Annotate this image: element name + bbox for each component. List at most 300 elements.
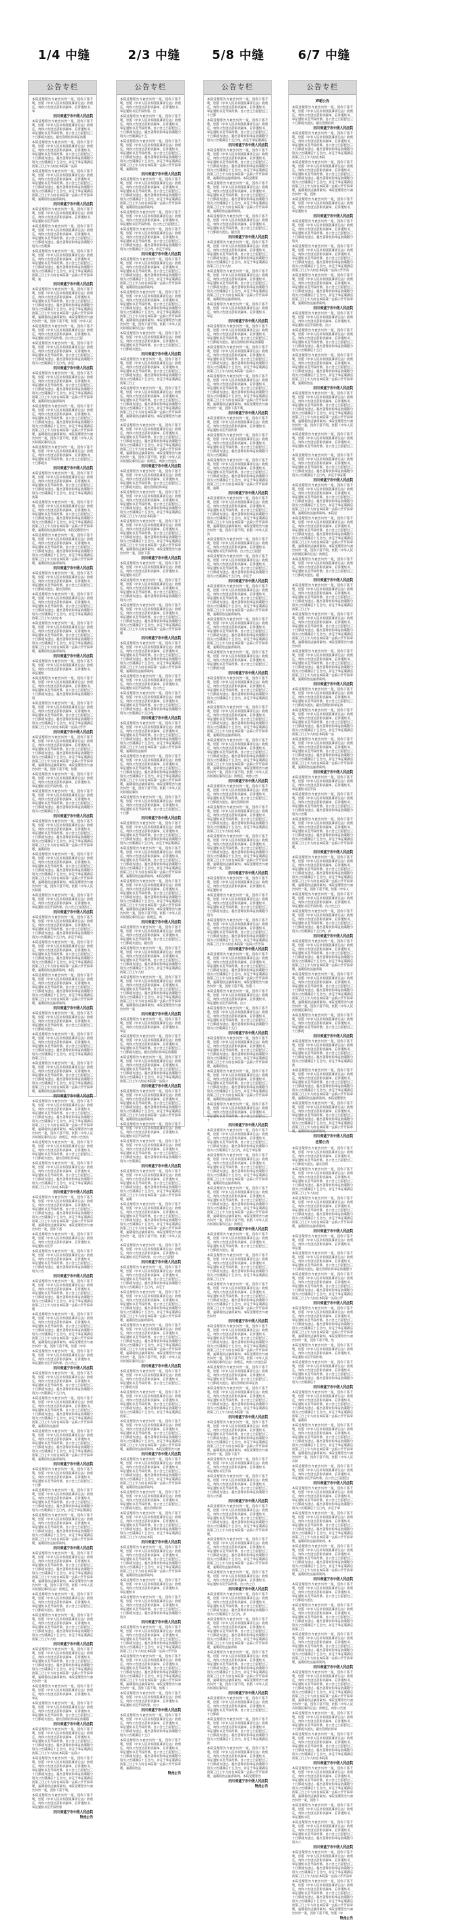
notice-paragraph: 本院受理原告与被告纠纷一案，因你下落不明，依照《中华人民共和国民事诉讼法》的规定，向你公告送达起诉状副本、应诉通知书、举证通知书及开庭传票。自公告之 — [120, 674, 181, 690]
notice-paragraph: 本院受理原告与被告纠纷一案，因你下落不明，依照《中华人民共和国民事诉讼法》的规定，向你公告送达起诉状副本、应诉通知书、举证通知书及开庭传票。自公告之日起经过三十日即视为送达。提出答辩状和举证的期限分别为公告期满后十五日内，并定于举证期满后的第三日上午九时在本院第一法庭公开开庭审理，逾期将依法缺席裁判。本院受理原告与被告纠纷一案，因你下落不明，依照《中华人民共和国民事诉讼 — [207, 1650, 268, 1690]
notice-paragraph: 本院受理原告与被告纠纷一案，因你下落不明，依照《中华人民共和国民事诉讼法》的规定，向你公告送达起诉状副本、应诉通知书、举证通知书及开庭传票。自公告之日起经过三十日即视为送达。提出答辩状和举证的期限分别为公告期满后十五日内，并定于举证期满后的第三日上午九时在本院第一法 — [292, 708, 353, 736]
notice-paragraph: 本院受理原告与被告纠纷一案，因你下落不明，依照《中华人民共和国民事诉讼法》的规定，向你公告送达起诉状副本、应诉通知书、举证通知书及开庭传票。自公告之日起经过三十日即视为送达。提出答辩状和举证的期限分别为公告期满后十五日内，并定于举证期满后的第三日上午九时在本院第一 — [32, 1161, 93, 1189]
notice-paragraph: 本院受理原告与被告纠纷一案，因你下落不明，依照《中华人民共和国民事诉讼法》的规定，向你公告送达起诉状副本、应诉通知书、举证通知书及开庭传票。自公告之日起经过三十日即视为送达。提出答辩状和举证的期限分别为公告期满后十五日内，并定于举证期满后的第三日上午九时在本院第一法庭公开开庭审理，逾期将依法缺席裁判。 — [207, 1537, 268, 1569]
notice-paragraph: 本院受理原告与被告纠纷一案，因你下落不明，依照《中华人民共和国民事诉讼法》的规定，向你公告送达起诉状副本、应诉通知书、举证通知书及开庭传票。自公告之日起经过三十日即视为送达。提出答辩状 — [32, 571, 93, 591]
notice-paragraph: 本院受理原告与被告纠纷一案，因你下落不明，依照《中华人民共和国民事诉讼法》的规定，向你公告送达起诉状副本、应诉通知书、举证通知书及开庭传票。自公告之日起经过三十日即视为送达。提出答辩状和举证的期限分别为公告期满后十五 — [32, 789, 93, 813]
notice-paragraph: 本院受理原告与被告纠纷一案，因你下落不明，依照《中华人民共和国民事诉讼法》的规定，向你公告送达起诉状副本、应诉通知书、举证通知书及开庭传票。自公告之日起经过三十日即视为送达。提出答辩状和举证的期限分别为公告期满后十五日内，并定于举证期满后的第三日上午九时在本院第一法庭公开开庭审理，逾期将依法缺席裁判。本院受理原告与被告纠纷一案，因你 — [292, 160, 353, 196]
notice-paragraph: 本院受理原告与被告纠纷一案，因你下落不明，依照《中华人民共和国民事诉讼法》的规定，向你公告送达起诉状副本、应诉通知书、举证通知书及开庭传票。自公告之日起经过三十日即视为送达。提出答辩状和举证的期限分别为公告期满后十五日内，并定于举证期满后的第三 — [207, 676, 268, 704]
court-signature: 四川省遂宁市中级人民法院 — [53, 466, 93, 470]
court-signature: 四川省遂宁市中级人民法院 — [53, 1722, 93, 1726]
notice-paragraph: 本院受理原告与被告纠纷一案，因你下落不明，依照《中华人民共和国民事诉讼法》的规定，向你公告送达起诉状副本、应诉通知书、举证通知书及开庭传票。自公告之日起经过三十日即视为送达。提出答辩状和举证的期限分别为公告期满后十五日内，并定于举证期满后的第三日上午九时在本院第一法庭公开开庭审理，逾期将依法缺席裁判。本院受理原告与被告纠纷一案，因你下落不明，依 — [292, 1306, 353, 1342]
notice-paragraph: 本院受理原告与被告纠纷一案，因你下落不明，依照《中华人民共和国民事诉讼法》的规定，向你公告送达起诉状副本、应诉通知书、举证通知书及开庭 — [207, 1457, 268, 1473]
notice-paragraph: 本院受理原告与被告纠纷一案，因你下落不明，依照《中华人民共和国民事诉讼法》的规定，向你公告送达起诉状副本、应诉通知书、举证通知书及开庭传票。自公告之日起经过三十日即视为送达。提出答辩状和举证的期限分别为公告期满后十五日内，并定于举证期满后的第三日上 — [32, 1032, 93, 1060]
notice-paragraph: 本院受理原告与被告纠纷一案，因你下落不明，依照《中华人民共和国民事诉讼法》的规定，向你公告送达起诉状副本、应诉通知书、举证通知书及开庭传票。自公告之日起经过三十日即视为送达。提出答辩状和举证的期限分别为公告期满后十五日内，并定于举证期满后的第三日上午九时在本院第一法庭公开开庭审理，逾期将依法缺席裁判。本院受理原告与被告纠纷一案，因你下落不明，依照《中华人民共和国民事诉讼法》的规定 — [207, 1186, 268, 1226]
court-signature: 四川省遂宁市中级人民法院 — [53, 1274, 93, 1278]
notice-paragraph: 本院受理原告与被告纠纷一案，因你下落不明，依照《中华人民共和国民事诉讼法》的规定，向你公告送达起诉状副本、应诉通知书、举证通知书及开庭传票。自公告之日起经过三十日即视为送达。提出答辩状和举证的期限分别为公告期满后十五日内，并定于举证 — [32, 915, 93, 939]
notice-paragraph: 本院受理原告与被告纠纷一案，因你下落不明，依照《中华人民共和国民事诉讼法》的规定，向你公告送达起诉状副本、应诉通知书、举证通知书及开庭传票。自公告之日起经过三十日即视为送达。提出答辩状和举证的期限分别为公告 — [120, 578, 181, 602]
notice-paragraph: 本院受理原告与被告纠纷一案，因你下落不明，依照《中华人民共和国民事诉讼法》的规定，向你公告送达起诉状副本、应诉通知书、举证通知书及开庭传票。自公告之日起经过三十日即视为送达。提出答辩状和举证的期限分别为公告期满后十五日内，并定于举证期满后的第三日上午九时在本院第一法庭公开开庭审理，逾期将依法缺席裁判。 — [207, 181, 268, 213]
notice-paragraph: 本院受理原告与被告纠纷一案，因你下落不明，依照《中华人民共和国民事诉讼法》的规定，向你公告送达起诉状副本、应诉通知书、举证通知书及开庭传票。自公告之日起经过三十日即视为送达。提出答辩状和举证的期限 — [207, 324, 268, 344]
notice-paragraph: 本院受理原告与被告纠纷一案，因你下落不明，依照《中华人民共和国民事诉讼法》的规定，向你公告送达起诉状副本、应诉通知书、举证通知书及开庭传票。自公告之日起经过三十日即视为送达。提出答辩状和举证的期限分别为公告期满后十五日内，并定于举证期满后的第三日上午九时在本院第一法庭公开开庭审理，逾期将依法缺席裁判。本院受理原告与被告纠纷 — [292, 612, 353, 648]
notice-paragraph: 本院受理原告与被告纠纷一案，因你下落不明，依照《中华人民共和国民事诉讼法》的规定，向你公告送达起诉状副本、应诉通知书、举证通知书及开庭传票。自公告之日起经过三十日即视为送达。提出答辩状和举证的期限分别为公告期满后十五日内，并定于举证期满后的第三日上午九时在本院第一法庭公开开庭审理， — [207, 1504, 268, 1536]
court-signature: 四川省遂宁市中级人民法院 — [141, 252, 181, 256]
notice-paragraph: 本院受理原告与被告纠纷一案，因你下落不明，依照《中华人民共和国民事诉讼法》的规定，向你公告送达起诉状副本、应诉通知书、举证通知书及开庭传票。自公告之日起经过三十日即视为送达。提出答辩状和举证的期限分别为公告期满后十五日内，并定于举证期满后的第三日上午九时在本院第一法庭公开开庭审理，逾期将依法 — [207, 1036, 268, 1068]
court-signature: 四川省遂宁市中级人民法院 — [141, 1012, 181, 1016]
notice-paragraph: 本院受理原告与被告纠纷一案，因你下落不明，依照《中华人民共和国民事诉讼法》的规定，向你公告送达起诉状副本、应诉通知书、举证通知书及开庭传票。自公告之日起经过三十日即视为送达。提出答辩状和举证的期限分别为公告期满后十五日内，并定于举证期满后的第三日上午九时在本院第一法庭公开开庭审理，逾期将依法 — [120, 1738, 181, 1770]
notice-paragraph: 本院受理原告与被告纠纷一案，因你下落不明，依照《中华人民共和国民事诉讼法》的规定，向你公告送达起诉状副本、应诉通知书、举证通知书及开庭传票。自公告之日起经过三十日即视为送达。提出答辩状和举证的期限分别为公告期满后十五日内，并定于举证期满后的第三日上午九时 — [120, 946, 181, 974]
notice-paragraph: 本院受理原告与被告纠纷一案，因你下落不明，依照《中华人民共和国民事诉讼法》的规定，向你公告送达起诉状副本、应诉通知书、举证通知书及开庭传票。自公告之日起经过三十日即视为送达。提出答辩状和举证的期限 — [120, 1034, 181, 1054]
notice-paragraph: 本院受理原告与被告纠纷一案，因你下落不明，依照《中华人民共和国民事诉讼法》的规定，向你公告送达起诉状副本、应诉通知书、举证通知书及开庭传票。自公告之日起经过三十日即视为送达。提出答辩状和举证的期限分别为公 — [292, 1820, 353, 1844]
court-signature: 四川省遂宁市中级人民法院 — [228, 1691, 268, 1695]
notice-paragraph: 本院受理原告与被告纠纷一案，因你下落不明，依照《中华人民共和国民事诉讼法》的规定，向你公告送达起诉状副本、应诉通知书、举证通知书及开庭传票。自公告之日起经过三十日即视为送达。提出答辩状和举证的期限分别为公告期满后十五日内，并定于举证期满后的第三日上午九时在本院第一法庭公开开庭 — [120, 1625, 181, 1653]
court-signature: 四川省遂宁市中级人民法院 — [141, 172, 181, 176]
court-signature: 四川省遂宁市中级人民法院 — [313, 1385, 353, 1389]
court-signature: 四川省遂宁市中级人民法院 — [141, 816, 181, 820]
strip-header: 公告专栏 — [29, 81, 96, 95]
notice-paragraph: 本院受理原告与被告纠纷一案，因你下落不明，依照《中华人民共和国民事诉讼法》的规定，向你公告送达起诉状副本、应诉通知书、举证通知书及开庭传票。自公告之日起经过三十日即视为送达。提出答辩状和举证的期限分别为公告期满后十五日内，并定于举证期满后的第三日上午九时在本院第一法庭公开开庭 — [292, 244, 353, 272]
notice-paragraph: 本院受理原告与被告纠纷一案，因你下落不明，依照《中华人民共和国民事诉讼法》的规定，向你公告送达起诉状副本、应诉通知书、举证通知书及开庭传票。自公告之日起经过三十日即视为送达。提出答辩状和举证的期限分别为公告期满后十五日内，并定于举证期满后的第三日上午九时在本院第一法庭公开开庭审理，逾期将依法缺席裁判。本院受理原告与被告纠纷一案，因你下落不明，依照《中华人民共和国民事诉讼法》的规定，向你公告 — [207, 738, 268, 778]
notice-paragraph: 本院受理原告与被告纠纷一案，因你下落不明，依照《中华人民共和国民事诉讼法》的规定，向你公告送达起诉状副本、应诉通知书、举证通知书及开庭传票。自公告之日起经 — [120, 1243, 181, 1259]
notice-paragraph: 本院受理原告与被告纠纷一案，因你下落不明，依照《中华人民共和国民事诉讼法》的规定，向你公告送达起诉状副本、应诉通知书、举证通知书及开庭传票。自公告之日起经过三十 — [207, 1102, 268, 1122]
notice-paragraph: 本院受理原告与被告纠纷一案，因你下落不明，依照《中华人民共和国民事诉讼法》的规定，向你公告送达起诉状副本、应诉通知书、举证通知书及开庭传票。自公告之日起经过三十日即视为送达。提出答辩状和举证的期限分别为公告期满后十五日内，并定于举证期满后 — [120, 821, 181, 845]
notice-paragraph: 本院受理原告与被告纠纷一案，因你下落不明，依照《中华人民共和国民事诉讼法》的规定，向你公告送达起诉状副本、应诉通知书、举证通知书及开庭传票。自公 — [120, 1691, 181, 1707]
notice-paragraph: 本院受理原告与被告纠纷一案，因你下落不明，依照《中华人民共和国民事诉讼法》的规定，向你公告送达起诉状副本、应诉通知书、举证通知书及开庭传票。自公告之日起经过三十日即视为送达。提出答辩状和举证的期限分别为公告期满后 — [207, 433, 268, 457]
notice-paragraph: 本院受理原告与被告纠纷一案，因你下落不明，依照《中华人民共和国民事诉讼法》的规定，向你公告送达起诉状副本、应诉通知书、举证通知书及开庭传票。自公告之日起经过三十日即视为送达。提出答辩状和举证的期限分别为公告期满后十五日内，并定于举证期满后的第三日上午九时在本院第一法庭公开开庭审理，逾期将依 — [32, 819, 93, 851]
court-signature: 四川省遂宁市中级人民法院 — [53, 1810, 93, 1814]
notice-paragraph: 本院受理原告与被告纠纷一案，因你下落不明，依照《中华人民共和国民事诉讼法》的规定，向你公告送达起诉状副本、应诉通知书、举证通知书及开庭传票。自公告之日起经过三十日即视为送达。提出答辩状和举证的期限分别为公告期满后十五日内，并定于举证 — [120, 227, 181, 251]
notice-paragraph: 本院受理原告与被告纠纷一案，因你下落不明，依照《中华人民共和国民事诉讼法》的规定，向你公告送达起诉状副本、应诉通知书、举证通知书及开庭传票。自公告之日起经过三十日即视为送达。提出答辩状和举证的期限分别为公告期满后十五日内，并定于举证期满后的第三日上午九时在本院第一法庭公开开庭审理，逾期将依法缺席裁 — [292, 939, 353, 971]
notice-strip-4 — [288, 80, 357, 1920]
notice-paragraph: 本院受理原告与被告纠纷一案，因你下落不明，依照《中华人民共和国民事诉讼法》的规定，向你公告送达起诉状副本、应诉通知书、举证通知书及开庭传票。自公告之日起经过三十日即视为送达。提出答辩状和举证的期限分别为公告期满后十五日内，并定于举证期满后的第三日上午九时在本院第一法庭公开开庭审理，逾期将依法缺席裁判。本院受理原告与被告纠纷一案，因你下落不明，依照《中华人民共和国民事诉讼法》的规定，向你公告送达 — [120, 423, 181, 463]
notice-paragraph: 本院受理原告与被告纠纷一案，因你下落不明，依照《中华人民共和国民事诉讼法》的规定，向你公告送达起诉状副本、应诉通知书、举证通知书及开庭传票。自公告之日起经 — [207, 537, 268, 553]
notice-paragraph: 本院受理原告与被告纠纷一案，因你下落不明，依照《中华人民共和国民事诉讼法》的规定，向你公告送达起诉状副本、应诉通知书、举证通知书及开庭传票。自公告之日起经过三十日即视 — [207, 1696, 268, 1716]
notice-paragraph: 本院受理原告与被告纠纷一案，因你下落不明，依照《中华人民共和国民事诉讼法》的规定，向你公告送达起诉状副本、应诉通知书、举证通知书及开庭传票。自公告之日起经过三十日即视为送达。提出答辩状和举证的期限分别为公告期满后十 — [292, 1360, 353, 1384]
notice-paragraph: 本院受理原告与被告纠纷一案，因你下落不明，依照《中华人民共和国民事诉讼法》的规定，向你公告送达起诉状副本、应诉通知书、举证通知书及开庭传票。自公告之日起经过三十日即视为送达。提出答辩状和举证的期限分别为公告期满后十五日内，并定于举证期满后的第三日上午九时在本院第一法庭公开开庭审理，逾期将依法缺席裁判。本院受理原告与被告纠纷一案，因你下 — [292, 1766, 353, 1802]
court-signature: 四川省遂宁市中级人民法院 — [228, 235, 268, 239]
strip-header: 公告专栏 — [117, 81, 184, 95]
notice-paragraph: 本院受理原告与被告纠纷一案，因你下落不明，依照《中华人民共和国民事诉讼法》的规定，向你公告送达起诉状副本、应诉通知书、举证通知书及开庭传票。自公告之日起经过三十日即视为送达。提出答辩状和举证的期限分别为公告期满后十五日内，并定于举证期满后的第三日上午九时在本院第一法庭公开开庭审理，逾期将依法缺席裁判。本院受理原 — [120, 846, 181, 878]
notice-paragraph: 本院受理原告与被告纠纷一案，因你下落不明，依照《中华人民共和国民事诉讼法》的规定，向你公告送达起诉状副本、应诉通知书、举证通知书及开庭传票。自公告之日起经过三十日即视为送达。提出答辩状和举证的期限分别为公告期满后十五日内，并定于举证期 — [292, 453, 353, 477]
court-signature: 四川省遂宁市中级人民法院 — [228, 947, 268, 951]
notice-paragraph: 本院受理原告与被告纠纷一案，因你下落不明，依照《中华人民共和国民事诉讼法》的规定，向你公告送达起诉状副本、应诉通知书、举证通知书及开庭传票。自公告之日起经过三十日即视为送达。提出答辩状和举证的期限分别为公告期满后十五 — [120, 114, 181, 138]
notice-paragraph: 本院受理原告与被告纠纷一案，因你下落不明，依照《中华人民共和国民事诉讼法》的规定，向你公告送达起诉状副本、应诉通知书、举证通知书及开庭传票。自公告之日起经过三十日即视为送 — [207, 650, 268, 670]
notice-strip-1 — [28, 80, 97, 1819]
notice-paragraph: 本院受理原告与被告纠纷一案，因你下落不明，依照《中华人民共和国民事诉讼法》的规定，向你公告送达起诉状副本、应诉通知书、举证通知书及开庭传票。自公告之日起经过三十日即视为送达。提出答辩状和举证的期限分别为公告期满后十五日内，并定于举证期满后的第三日上午九时在本院第一法庭公开开 — [32, 701, 93, 729]
notice-paragraph: 本院受理原告与被告纠纷一案，因你下落不明，依照《中华人民共和国民事诉讼法》的规定，向你公告送达起诉状副本、应诉通知书、举证通知书及开庭传票。自公告之日起经过三十日即视为送达。提出答辩状和 — [292, 105, 353, 125]
notice-paragraph: 本院受理原告与被告纠纷一案，因你下落不明，依照《中华人民共和国民事诉讼法》的规定，向你公告送达起诉状副本、应诉通知书、举证通知书及开庭传票。自公告之日起经过三十日即视为送达。提出答辩状和举证的期限分别为公告期满后十五日内，并定于举证期满后的第三日上午九时在本院第一法庭公开开庭审理，逾期将依法缺席裁判。本院受理原告与被告纠纷一案，因你下落不明，依照《中 — [292, 1879, 353, 1915]
notice-paragraph: 本院受理原告与被告纠纷一案，因你下落不明，依照《中华人民共和国民事诉讼法》的规定，向你公告送达起诉状副本、应诉通知书、举证通知书及开庭传票。自公告之日起经过三十日即视为送达。提出答辩状和举证的期限分别为公告期满后十五日内，并定于举证期满后的第三日上午九时在本院第一法庭公开开庭审理，逾期将依法缺席裁判。本院受理原告与被告纠纷一案，因你下落不明，依照《 — [120, 1654, 181, 1690]
strip-body — [117, 95, 184, 1778]
notice-paragraph: 本院受理原告与被告纠纷一案，因你下落不明，依照《中华人民共和国民事诉讼法》的规定，向你公告送达起诉状副本、应诉通知书、举证通知书及开庭传票。自公 — [207, 989, 268, 1005]
end-signature: 特此公告 — [254, 1784, 268, 1788]
notice-paragraph: 本院受理原告与被告纠纷一案，因你下落不明，依照《中华人民共和国民事诉讼法》的规定，向你公告送达起诉状副本、应诉通知书、举证通知书及开庭传票。自公告之日起经过三十日即视为送达。提出答辩状和举证的期限分别为公告期满后十五日内，并定于举证期满后的第三日上午九时在本院第一法庭公开开庭审理， — [292, 817, 353, 849]
notice-paragraph: 本院受理原告与被告纠纷一案，因你下落不明，依照《中华人民共和国民事诉讼法》的规定，向你公告送达起诉状副本、应诉通知书、举证通知书及开庭传票。自公告之日起经过三十日即视为送达。提出答辩状和举证的期限分别为公告期满后十五日内，并定于举证期满后的第三日上午九时在本院第一法庭公开开庭审理，逾期将依法缺席裁判。 — [120, 1290, 181, 1322]
notice-paragraph: 本院受理原告与被告纠纷一案，因你下落不明，依照《中华人民共和国民事诉讼法》的规定，向你公告送达起诉状副本、应诉通知书、举证通知书及开庭传票。自公告之日起经过三十日即视为送达。提出答辩状和举证的期限分别为 — [120, 1595, 181, 1619]
notice-paragraph: 本院受理原告与被告纠纷一案，因你下落不明，依照《中华人民共和国民事诉讼法》的规定，向你公告送达起诉状副本、应诉通知书、举证通知书及开庭传票。自公告之日起经过三十日即视为送达。提出答 — [207, 214, 268, 234]
notice-paragraph: 本院受理原告与被告纠纷一案，因你下落不明，依照《中华人民共和国民事诉讼法》的规定，向你公告送达起诉状副本、应诉通知书、举证通知书及开庭传票。自公告之日起经过三十日即视为送达。提出答辩状和举证的期限分别为公告期满后十五日内，并定于举证期满后的第三日上午九时在本院第一法庭公开开庭审理，逾期将依法缺席裁判。 — [292, 1632, 353, 1664]
notice-paragraph: 本院受理原告与被告纠纷一案，因你下落不明，依照《中华人民共和国民事诉讼法》的规定，向你公告送达起诉状副本、应诉通知书、举证通知书及开庭传票。自公告之日起经过三 — [32, 893, 93, 909]
notice-paragraph: 本院受理原告与被告纠纷一案，因你下落不明，依照《中华人民共和国民事诉讼法》的规定，向你公告送达起诉状副本、应诉通知书、举证通知书及开庭传票。自公告之日起经过三十日即视为送达。提出答辩状和举证的期限分别为公告期满后十五日内，并定于举证期满后的第三日上午九时在本院第一法庭公开开庭审理，逾期将依法缺席裁判。 — [120, 1545, 181, 1577]
notice-paragraph: 本院受理原告与被告纠纷一案，因你下落不明，依照《中华人民共和国民事诉讼法》的规定，向你公告送达起诉状副本、应诉通知书、举证通知书及开庭传票。自公告之日起经过三十日即视为送达。提出答辩状和举证 — [32, 1140, 93, 1160]
court-signature: 四川省遂宁市中级人民法院 — [53, 1462, 93, 1466]
notice-paragraph: 本院受理原告与被告纠纷一案，因你下落不明，依照《中华人民共和国民事诉讼法》的规定，向你公告送达起诉状副本、应诉通知书、举证通知书及开庭传票。自公告之日起经过三十日即视为送达。提出答辩状和举证的期限分别为公告期满后十五日内，并定于举证期满后的第三日上午九时在本院第一法庭公开开庭审理，逾期将依法缺席裁判。 — [292, 273, 353, 305]
notice-paragraph: 本院受理原告与被告纠纷一案，因你下落不明，依照《中华人民共和国民事诉讼法》的规定，向你公告送达起诉状副本、应诉通知书、举证通知书及开庭传票。自公告之日起经过三十日即视为送达。提出答辩状和举证的期限分别为公告期满后十五日内，并定于举证期满后的第三 — [120, 1390, 181, 1418]
notice-paragraph: 本院受理原告与被告纠纷一案，因你下落不明，依照《中华人民共和国民事诉讼法》的规定，向你公告送达起诉状副本、应诉通知书、举证通知书及开庭传票。自公告之日起经过三十日即视为送达。提出答辩状和举证的期限分别为公告期满后十五日内，并定于举证期满后的第三日上午九时在本院第一法庭公开开庭审理，逾期将依法缺席裁判。本 — [292, 1511, 353, 1543]
court-signature: 四川省遂宁市中级人民法院 — [141, 1620, 181, 1624]
notice-paragraph: 本院受理原告与被告纠纷一案，因你下落不明，依照《中华人民共和国民事诉讼法》的规定，向你公告送达起诉状副本、应诉通知书、举证通知书及开庭传票。自公告之日起经过三十日即视为送达。 — [120, 331, 181, 351]
strip-header: 公告专栏 — [204, 81, 271, 95]
notice-paragraph: 本院受理原告与被告纠纷一案，因你下落不明，依照《中华人民共和国民事诉讼法》的规定，向你公告送达起诉状副本、应诉通知书、举证通知书及开庭传票。自公告之日起经过三十日即视为送达。提出答辩状和举证的期限分别为公告期满后十五日内，并定于举证期满后的第三日上午九时在本院第一法庭公开开庭审理，逾期将依法缺席裁判。本院受理原告与被告纠纷一案，因你下落不明，依照《中华人民共和国民事诉讼 — [292, 972, 353, 1012]
court-signature: 四川省遂宁市中级人民法院 — [228, 779, 268, 783]
notice-paragraph: 本院受理原告与被告纠纷一案，因你下落不明，依照《中华人民共和国民事诉讼法》的规定，向你公告送达起诉状副本、应诉通知书、举证通知书及开庭传票。自公告之日起经过三十日即视为送达。提出答辩状和举证的期限分别为公告期满后十五日内，并定于举证期满后的第三日上午九时在本院第一法庭公开开庭审理，逾期将依法缺席裁判。本院受理原告与 — [32, 500, 93, 532]
notice-paragraph: 本院受理原告与被告纠纷一案，因你下落不明，依照《中华人民共和国民事诉讼法》的规定，向你公告送达起诉状副本、应诉通知书、举证通知书及开庭传票。自公告之日起经过三十日即视为送达。提出答辩状和举证的期限分别为公告期满后十五日内，并定于举证期满后 — [207, 118, 268, 142]
notice-paragraph: 本院受理原告与被告纠纷一案，因你下落不明，依照《中华人民共和国民事诉讼法》的规定，向你公告送达起诉状副本、应诉通知书、举证通知书及开庭传票。自公告之日 — [292, 892, 353, 908]
notice-paragraph: 本院受理原告与被告纠纷一案，因你下落不明，依照《中华人民共和国民事诉讼法》的规定，向你公告送达起诉状副本、应诉通知书、举证通知书及开庭传票。自公告之日起经过三十日即视为送达。提出答辩状和举证的期限分别为公告期满后十五日内，并定于举证期满后的第三日上午九时在本院第一法庭 — [32, 140, 93, 168]
notice-paragraph: 本院受理原告与被告纠纷一案，因你下落不明，依照《中华人民共和国民事诉讼法》的规定，向你公告送达起诉状副本、应诉通知书、举证通知书及开庭传票。自公告之日起经过三十日即视为送达。提出答辩状和举证的期限分别为公告期满后十五日内，并定于举证期满后的 — [207, 1717, 268, 1745]
court-signature: 四川省遂宁市中级人民法院 — [228, 1123, 268, 1127]
court-signature: 四川省遂宁市中级人民法院 — [313, 1229, 353, 1233]
notice-paragraph: 本院受理原告与被告纠纷一案，因你下落不明，依照《中华人民共和国民事诉讼法》的规定，向你公告送达起诉状副本、应诉通知书、举证通知书及 — [292, 1803, 353, 1819]
notice-paragraph: 本院受理原告与被告纠纷一案，因你下落不明，依照《中华人民共和国民事诉讼法》的规定，向你公告送达起诉状副本、应诉通知书、举证通知书及开庭传票。自公告之日起经过三十日即视为送达。提出答辩状和举证的期限分别为公告期满后十五日内，并定于举证期满后的第三日上午九时在本院第一 — [120, 490, 181, 518]
court-signature: 四川省遂宁市中级人民法院 — [141, 1540, 181, 1544]
notice-paragraph: 本院受理原告与被告纠纷一案，因你下落不明，依照《中华人民共和国民事诉讼法》的规定，向你公告送达起诉状副本、应诉通知书、举证通知书及开庭传票。自公告之日起经过三十日即视为送达。提出答辩状和举证的期限分别为公告期满后十五日内，并定于举证期 — [207, 1128, 268, 1152]
notice-paragraph: 本院受理原告与被告纠纷一案，因你下落不明，依照《中华人民共和国民事诉讼法》的规定，向你公告送达起诉状副本、应诉通知书、举证通知书及开庭传票。自公告之日起经过三十日即视为送达。提出答辩状和举证的期限分别为公告期满后十五日内，并 — [292, 909, 353, 933]
notice-paragraph: 本院受理原告与被告纠纷一案，因你下落不明，依照《中华人民共和国民事诉讼法》的规定，向你公告送达起诉状副本、应诉通知书、举证通知书及开庭传票。自公告之日起经过三十日即视为送达。提出答辩状和举证的期限分别为公告期满后十五日内，并 — [207, 1592, 268, 1616]
notice-paragraph: 本院受理原告与被告纠纷一案，因你下落不明，依照《中华人民共和国民事诉讼法》的规定，向你公告送达起诉状副本、应诉通知书、举证通知书及开庭传票。自公告之日起经过三十日即视为送达。提出答辩状和举证的期限分别为公告期满后十五日内，并定于举证期满后的第三日上午九时在本院第一法庭公开开庭审理，逾期将依法缺席裁判。 — [207, 1153, 268, 1185]
notice-paragraph: 本院受理原告与被告纠纷一案，因你下落不明，依照《中华人民共和国民事诉讼法》的规定，向你公告送达起诉状副本、应诉通知书、举证通知书及开庭传票。自公告之日起经过三十日即视为送达。提出答辩状和举证的期限分别为公告期满后十五日内，并定于举证期满后的第三日上午九时在本院第一法庭公开开庭审理，逾期将依法缺席裁判。本院受理原告与被告纠纷一案，因你下落不明，依照《中华人民共 — [120, 1202, 181, 1242]
notice-paragraph: 本院受理原告与被告纠纷一案，因你下落不明，依照《中华人民共和国民事诉讼法》的规定，向你公告送达起诉状副本、应诉通知书、举证通知书及开庭传票。自公告之日起经过三十日即视为送达。提出答辩状和举证的期限分别为公告期满后十五日内，并定于举证期满后的第三日上午九时在本院第一法庭公开开庭审理，逾期将依法缺席裁判。 — [32, 1061, 93, 1093]
court-signature: 四川省遂宁市中级人民法院 — [313, 578, 353, 582]
notice-paragraph: 本院受理原告与被告纠纷一案，因你下落不明，依照《中华人民共和国民事诉讼法》的规定，向你公告送达起诉状副本、应诉通知书、举证通知书及开庭传票。自公告之日起经过三十日即视为送达。提出答辩状和举证的期限分别为公告期满后十五日内，并定于举证期满后的第三日上午九时在本院第 — [292, 1732, 353, 1760]
notice-paragraph: 本院受理原告与被告纠纷一案，因你下落不明，依照《中华人民共和国民事诉讼法》的规定，向你公告送达起诉状副本、应诉通知书、举证通知书及开庭传票。自公告之日起经过三十日即视为送达。提出答辩状和举证的期限分别为公告期满后十五日 — [120, 1713, 181, 1737]
notice-paragraph: 本院受理原告与被告纠纷一案，因你下落不明，依照《中华人民共和国民事诉讼法》的规定，向你公告送达起诉状副本、应诉通知书、举证通知书及开庭传票。自公告之日起经过三十日即视为送达。提出答辩状和举证的期限分别为公告期满后十五日内，并定于举证期满后的第三日上午九时在本院第一法庭公开开庭审理，逾期将依法缺席裁判。本院受理原告与被告纠 — [120, 386, 181, 422]
court-signature: 四川省遂宁市中级人民法院 — [313, 478, 353, 482]
notice-paragraph: 本院受理原告与被告纠纷一案，因你下落不明，依照《中华人民共和国民事诉讼法》的规定，向你公告送达起诉状副本、应诉通知书、举证通知书及开庭传票。自公告之日起经过三十日即视为送达。提出答辩状和举证的期限分别为公告期满后十五日内，并定于举证期满后的第三日上午九时在本院第一法庭公开开庭审理，逾期将依法缺席裁判。 — [292, 737, 353, 769]
notice-paragraph: 本院受理原告与被告纠纷一案，因你下落不明，依照《中华人民共和国民事诉讼法》的规定，向你公告送达起诉状副本、应诉通知书、举证通知书及开庭传票。自公告之日起经过三十日即视为送达。提出答辩状和举证的期限分别为公告期满后十五日内，并定于举证期满后的第三日上午九时在本院第一法庭公开开庭审理，逾期将依法缺席裁判。本院受理原告与被告纠纷一案，因你下落不明，依照《中华人民共和国 — [32, 852, 93, 892]
court-signature: 四川省遂宁市中级人民法院 — [53, 282, 93, 286]
notice-paragraph: 本院受理原告与被告纠纷一案，因你下落不明，依照《中华人民共和国民事诉讼法》的规定，向你公告送达起诉状副本、应诉通知书、举证通知书及开庭传票。自公告之日起经过三十日即视为送达。提出答辩状和举证的期限分别为公告期满后十五日内， — [120, 691, 181, 715]
court-signature: 四川省遂宁市中级人民法院 — [313, 1481, 353, 1485]
notice-paragraph: 本院受理原告与被告纠纷一案，因你下落不明，依照《中华人民共和国民事诉讼法》的规定，向你公告送达起诉状副本、应诉通知书、举证通知书及开庭传票。自公告之日起经过三十日即视为送达。提出答辩状和举证的期限分别 — [32, 676, 93, 700]
notice-paragraph: 本院受理原告与被告纠纷一案，因你下落不明，依照《中华人民共和国民事诉讼法》的规定，向你公告送达起诉状副本、应诉通知书、举证通知书及开庭传票。自公告之日起经过三十日即视为送达。提出答辩状和举证的期限分别为公告期满后十五日内，并定于举证期满后 — [32, 1488, 93, 1512]
court-signature: 四川省遂宁市中级人民法院 — [53, 1546, 93, 1550]
notice-paragraph: 本院受理原告与被告纠纷一案，因你下落不明，依照《中华人民共和国民事诉讼法》的规定，向你公告送达起诉状副本、应诉通知书、举证通知书及开 — [32, 1232, 93, 1248]
court-signature: 四川省遂宁市中级人民法院 — [141, 1084, 181, 1088]
notice-paragraph: 本院受理原告与被告纠纷一案，因你下落不明，依照《中华人民共和国民事诉讼法》的规定，向你公告送达起诉状副本、应诉通知书、举证通知书及开庭传票。自公告之日起经过三十日即视为送达。提出答辩状和举证的期限分别为公告期满后十五日内，并定于举证期满后的第三日上午九时在本院第一法庭公开开庭审理，逾期将依法缺席裁判。本院受理原告 — [207, 1746, 268, 1778]
notice-paragraph: 本院受理原告与被告纠纷一案，因你下落不明，依照《中华人民共和国民事诉讼法》的规定，向你公告送达起诉状副本、应诉通知书、举证通知书及开庭传票。自公告之日起经过三十日即视为送达。提出答辩状和举证的期限分别为公告期满后十五日内，并定于举证期满后的第三日上午九时在本院第一法庭公开开庭审理，逾期将依法缺席裁判。 — [32, 621, 93, 653]
notice-paragraph: 本院受理原告与被告纠纷一案，因你下落不明，依照《中华人民共和国民事诉讼法》的规定，向你公告送达起诉状副本、应诉通知书、举证通知书及开庭传票。自公告之日起经过三十日即视为送达。提出答辩状和举证的期限分别为公告期满后十五日内，并定于举证期满后的第三日上午九时在本院第一法庭公开开庭审理，逾期将依法 — [292, 353, 353, 385]
notice-paragraph: 本院受理原告与被告纠纷一案，因你下落不明，依照《中华人民共和国民事诉讼法》的规定，向你公告送达起诉状副本、应诉通知书、举证通知书及开庭传票。自公告之日起经过三十日即视为送达。提出答辩状和举证的期限分别为公告期满后十五日内，并定于举证期满后的第三日上午九时在本院第一法庭公开开庭审理，逾 — [32, 249, 93, 281]
court-signature: 四川省遂宁市中级人民法院 — [313, 934, 353, 938]
end-signature: 特此公告 — [79, 1815, 93, 1819]
court-signature: 四川省遂宁市中级人民法院 — [313, 126, 353, 130]
notice-paragraph: 本院受理原告与被告纠纷一案，因你下落不明，依照《中华人民共和国民事诉讼法》的规定，向你公告送达起诉状副本、应诉通知书、举证通知书及开庭传票。自公告之日起经过三十日即视为送达。提出答辩状和举证的期限分别为公告期满后十五日内，并定于举证期满后的第 — [32, 471, 93, 499]
notice-paragraph: 本院受理原告与被告纠纷一案，因你下落不明，依照《中华人民共和国民事诉讼法》的规定，向你公告送达起诉状副本、应诉通知书、举证通知书及开庭传票。自公告之日起经过三十日即视为送达。提出答辩状和举证的期限分别为公告期满后十五日内，并定于举 — [292, 1486, 353, 1510]
notice-paragraph: 本院受理原告与被告纠纷一案，因你下落不明，依照《中华人民共和国民事诉讼法》的规定，向你公告送达起诉状副本、应诉通知书、举证通知书及开庭传票。自 — [120, 97, 181, 113]
notice-paragraph: 本院受理原告与被告纠纷一案，因你下落不明，依照《中华人民共和国民事诉讼法》的规定，向你公告送达起诉状副本、应诉通知书、举证通知书及开庭传票。自公告之日起经过三十日即 — [207, 97, 268, 117]
notice-paragraph: 本院受理原告与被告纠纷一案，因你下落不明，依照《中华人民共和国民事诉讼法》的规定，向你公告送达起诉状副本、应诉通知书、举证通知书及开庭传票。自公告之日起经过三十日即视为送达。提出答辩状和举证的期限分别为公告期满后十五日内，并定于举证期满后的第三日上午九时在本院第一法庭公开开庭审理，逾期将依法缺席裁判。 — [207, 584, 268, 616]
court-signature: 四川省遂宁市中级人民法院 — [228, 1031, 268, 1035]
notice-paragraph: 本院受理原告与被告纠纷一案，因你下落不明，依照《中华人民共和国民事诉讼法》的规定，向你公告送达起诉状副本、应诉通知书、举 — [32, 97, 93, 113]
notice-paragraph: 本院受理原告与被告纠纷一案，因你下落不明，依照《中华人民共和国民事诉讼法》的规定，向你公告送达起诉状副本、应诉通知书、举证通知书及开庭传票。自公告之日起经过三十日即视为送达。提出答辩状和举证的期限分别为公告期满后十五日内，并定于举证期满后的第三日上午九时在本院第一法庭公开开庭审理，逾期将依法缺席裁判。 — [292, 1544, 353, 1576]
court-signature: 四川省遂宁市中级人民法院 — [313, 386, 353, 390]
notice-paragraph: 本院受理原告与被告纠纷一案，因你下落不明，依照《中华人民共和国民事诉讼法》的规定，向你公告送达起诉状副本、应诉通知书、举证 — [32, 1684, 93, 1700]
notice-paragraph: 本院受理原告与被告纠纷一案，因你下落不明，依照《中华人民共和国民事诉讼法》的规定，向你公告送达起诉状副本、应诉通知书、举证通知书及开庭传票。自公告之日起经过三十日即视为送达。提出答辩状和举证的期限分别为公告期满后十五日内，并定于举证期满后的第三日上午九时在本院第一法庭公开开庭审理，逾期将依法缺席裁判。本院受理原告与被 — [120, 1419, 181, 1451]
notice-paragraph: 本院受理原告与被告纠纷一案，因你下落不明，依照《中华人民共和国民事诉讼法》的规定，向你公告送达起诉状副本、应诉通知书、举证通知书及开庭传票。自公告之日起经过三十日即视为送达。提出答辩状和举证的期限分别为公告期满后十五日内，并定于举证期满后的第三日上午九时在本院第一法庭公开开庭审理，逾期将依法缺席裁判。 — [292, 1196, 353, 1228]
notice-paragraph: 本院受理原告与被告纠纷一案，因你下落不明，依照《中华人民共和国民事诉讼法》的规定，向你公告送达起诉状副本、应诉通知书、举证 — [207, 302, 268, 318]
notice-paragraph: 本院受理原告与被告纠纷一案，因你下落不明，依照《中华人民共和国民事诉讼法》的规定，向你公告送达起诉状副本、应诉通知书、举证通知书及开庭传票。自公告之日起经过三十日即视为送达。提出答辩状和举证的期限分别为 — [207, 893, 268, 917]
notice-paragraph: 本院受理原告与被告纠纷一案，因你下落不明，依照《中华人民共和国民事诉讼法》的规定，向你公告送达起诉状副本、应诉通知书、举证通知书及开庭传票。自公告之日起经过三十日即视为送达。提出答辩状和举证的期限分别为公告期满后十五日内，并定于举证期满后的第三日上午九时 — [32, 1613, 93, 1641]
court-signature: 四川省遂宁市中级人民法院 — [228, 1319, 268, 1323]
notice-paragraph: 本院受理原告与被告纠纷一案，因你下落不明，依照《中华人民共和国民事诉讼法》的规定，向你公告送达起诉状副本、应诉通知书、举证通知书及开庭传票。自公告之日起经过三十日即视为送达。提出答辩状和举 — [292, 1711, 353, 1731]
court-signature: 四川省遂宁市中级人民法院 — [141, 1260, 181, 1264]
notice-paragraph: 本院受理原告与被告纠纷一案，因你下落不明，依照《中华人民共和国民事诉讼法》的规定，向你公告送达起诉状副本、应诉通知书、举证通知书及开庭传票。自公告之日起经过三十日即视为送达。提出答辩状和举证的期限分别为公告期满后十五日内，并定于举证期满后的第三日上午九时在本院第一法庭公开开庭审理，逾期将依法缺席裁判。本院受理原告与被告纠纷一案，因你下落不明，依照《中华人民共和国民事诉讼法》的规定 — [292, 516, 353, 556]
notice-paragraph: 本院受理原告与被告纠纷一案，因你下落不明，依照《中华人民共和国民事诉讼法》的规定，向你公告送达起诉状副本、应诉通知书、举证通知书及开庭传票。自公告之日起经过三十日即视为送达。提出答 — [120, 925, 181, 945]
notice-paragraph: 本院受理原告与被告纠纷一案，因你下落不明，依照《中华人民共和国民事诉讼法》的规定，向你公告送达起诉状副本、应诉通知书、举证通知书及开庭传票。自 — [32, 772, 93, 788]
notice-paragraph: 本院受理原告与被告纠纷一案，因你下落不明，依照《中华人民共和国民事诉讼法》的规定，向你公告送达起诉状副本、应诉通知书、举证通知书及开庭传票。自公告之日起经过三十日即视为送达。提出答辩状和举证的 — [207, 1365, 268, 1385]
notice-paragraph: 本院受理原告与被告纠纷一案，因你下落不明，依照《中华人民共和国民事诉讼法》的规定，向你公告送达起诉状副本、应诉通知书、举证通知书及开庭传票。自公告之日起经过三十日即视为送达。提出答辩状和举证的期限分别为公告期满后十五日内，并定于举证期满后的第三日上午九时在本院第一法庭公开开庭审理，逾期将依法缺席裁判。 — [120, 1089, 181, 1121]
notice-paragraph: 本院受理原告与被告纠纷一案，因你下落不明，依照《中华人民共和国民事诉讼法》的规定，向你公告送达起诉状副本、应诉通知书、举证通知书及开庭传票。自公告之日起经过三十日即视为送达。提出答辩状和举证的期限分别为公告 — [32, 1249, 93, 1273]
court-signature: 四川省遂宁市中级人民法院 — [53, 654, 93, 658]
notice-paragraph: 本院受理原告与被告纠纷一案，因你下落不明，依照《中华人民共和国民事诉讼法》的规定，向你公告送达起诉状副本、应诉通知书、举证通知书及开庭传票。自公 — [292, 311, 353, 327]
notice-paragraph: 本院受理原告与被告纠纷一案，因你下落不明，依照《中华人民共和国民事诉讼法》的规定，向你公告送达起诉状副本、应诉通知书、举证通知书及开庭传票。自公告之日起经过三十日即视为送达。提出答辩状和举证的期限分别为公告期满后十五日内，并定于举证期满后的第三日上午九时在本院第一法庭公开开庭审理，逾期将依法缺席裁判。本院受理原告与被告纠纷一案，因你下落不明， — [207, 374, 268, 410]
notice-paragraph: 本院受理原告与被告纠纷一案，因你下落不明，依照《中华人民共和国民事诉讼法》的规定，向你公告送达起诉状副本、应诉通知书、举证通知书及开庭传票。自公告之日起经过三十日即视为送达。提出答辩状和举证的期限分别为公告期满后十五日内，并定于举证期满后的第三日上午九时在本院第一法庭公开开庭审理，逾期将依法缺席裁判 — [32, 371, 93, 403]
court-signature: 四川省遂宁市中级人民法院 — [53, 114, 93, 118]
court-signature: 四川省遂宁市中级人民法院 — [313, 1134, 353, 1138]
court-signature: 四川省遂宁市中级人民法院 — [228, 671, 268, 675]
notice-paragraph: 本院受理原告与被告纠纷一案，因你下落不明，依照《中华人民共和国民事诉讼法》的规定，向你公告送达起诉状副本、应诉通知书、举证通知书及开庭传票。自公告之日起经过三十日即视为送达。提出答辩状和举证的期限分别为公告期满后十五日内，并定于举证期满后的第三日上午九时在本院第一法庭公开开庭审理，逾期将依法缺席 — [120, 721, 181, 753]
notice-strip-2 — [116, 80, 185, 1775]
court-signature: 四川省遂宁市中级人民法院 — [53, 910, 93, 914]
notice-paragraph: 本院受理原告与被告纠纷一案，因你下落不明，依照《中华人民共和国民事诉讼法》的规定，向你公告送达起诉状副本、应诉通知书、举证通知书及开庭传 — [32, 207, 93, 223]
notice-paragraph: 本院受理原告与被告纠纷一案，因你下落不明，依照《中华人民共和国民事诉讼法》的规定，向你公告送达起诉状副本、应诉通知书、举证通知书及开庭传票。自公告之日起经过三十日即视为送达。提出答辩状和举证的期限分别为公告期满后十五日内，并定于举证期满后的第三日上午九时在本院 — [207, 805, 268, 833]
court-signature: 四川省遂宁市中级人民法院 — [141, 352, 181, 356]
court-signature: 四川省遂宁市中级人民法院 — [53, 366, 93, 370]
notice-paragraph: 本院受理原告与被告纠纷一案，因你下落不明，依照《中华人民共和国民事诉讼法》的规定，向你公告送达起诉状副本、应诉通知书、举证通知书及开庭传票。自公告之日起经过三十日即视为 — [32, 445, 93, 465]
notice-paragraph: 本院受理原告与被告纠纷一案，因你下落不明，依照《中华人民共和国民事诉讼法》的规定，向你公告送达起诉状副本、应诉通知书、举证通知书及开庭传票。自公告之日起经过三十日即视为送达。提出答辩状和举证的期限分别为公告期满后十五日内，并定于 — [120, 1265, 181, 1289]
notice-paragraph: 本院受理原告与被告纠纷一案，因你下落不明，依照《中华人民共和国民事诉讼法》的规定，向你公告送达起诉状副本、应诉通知书、举证通知书及开庭传票。自公告之日起经过三十日即视为送达。提出答辩状和举证的期限分别为公告期满后十五日内，并定于举证期满后的第三日上午九时在本院第一法庭公开开庭审理，逾期将依法缺席裁判。本院受理原告与被告纠纷一案，因你下落不明，依照《中华人民共和国民事诉讼法》的规定，向你公告送 — [292, 1670, 353, 1710]
notice-paragraph: 本院受理原告与被告纠纷一案，因你下落不明，依照《中华人民共和国民事诉讼法》的规定，向你公告送达起诉状副本、应诉通知书、举证通知书及开庭传票。自公告之日起经过三十日即视为送达。提出答辩状和举证的期限分别为公告期满后十五日内，并定于举证期满后的第三日上午 — [207, 1253, 268, 1281]
court-signature: 四川省遂宁市中级人民法院 — [313, 214, 353, 218]
notice-paragraph: 本院受理原告与被告纠纷一案，因你下落不明，依照《中华人民共和国民事诉讼法》的规定，向你公告送达起诉状副本、应诉通知书、举证通知书及开庭传票。自公告之日起经过三十日即视为送达。提出答辩状和举证的期限分别为公告期满后十五日内，并定于举证期满后的第三日上午九时在本院第一法庭公开开庭审理，逾期将依法缺席裁判。 — [292, 649, 353, 681]
court-signature: 四川省遂宁市中级人民法院 — [141, 920, 181, 924]
notice-paragraph: 本院受理原告与被告纠纷一案，因你下落不明，依照《中华人民共和国民事诉讼法》的规定，向你公告送达起诉状副本、应诉通知书、举证通知书及开庭传票。自公告之日起经过三十日即视为送达。提出答辩状和举证的期限分别为公告期满后十五日内，并定于举证期满后的第三日上午九时在本院第一法庭公开开庭审理，逾期将依法缺席裁判。本院受理原告与被告纠纷一案，因你下落不明，依照《中华人民共和国民事诉讼法》的规定，向 — [120, 879, 181, 919]
notice-paragraph: 本院受理原告与被告纠纷一案，因你下落不明，依照《中华人民共和国民事诉讼法》的规定，向你公告送达起诉状副本、应诉通知书、举证通知书及开庭传票。自公告之日起经过三十日即视为送达 — [292, 1582, 353, 1602]
court-signature: 四川省遂宁市中级人民法院 — [313, 1665, 353, 1669]
notice-paragraph: 本院受理原告与被告纠纷一案，因你下落不明，依照《中华人民共和国民事诉讼法》的规定，向你公告送达起诉状副本、应诉通知书、举证通知书 — [292, 197, 353, 213]
notice-paragraph: 本院受理原告与被告纠纷一案，因你下落不明，依照《中华人民共和国民事诉讼法》的规定，向你公告送达起诉状副本、应诉通知书、举证通知书及开庭传票。自公告之日起经过三十日即视为送达。 — [32, 1011, 93, 1031]
notice-paragraph: 本院受理原告与被告纠纷一案，因你下落不明，依照《中华人民共和国民事诉讼法》的规定，向你公告送达起诉状副本、应诉通知书、举证通知书及开庭传票。自公告之日起经过三十日即视为送达。提出答辩状和举证的期限分别为公告期满后十五日内，并定于举证期满后的第三日上午九时在本院第一法庭公 — [120, 1055, 181, 1083]
notice-paragraph: 本院受理原告与被告纠纷一案，因你下落不明，依照《中华人民共和国民事诉讼法》的规定，向你公告送达起诉状副本、应诉通知书、举证通知书及开庭传票。自公告之日起经过三十日即视为送达。提出答辩状和举证的期限分别为公告期满后十五日内，并定于举证期满后的第三日上午九时在本院第一法庭公开 — [292, 1272, 353, 1300]
court-signature: 四川省遂宁市中级人民法院 — [228, 579, 268, 583]
notice-paragraph: 本院受理原告与被告纠纷一案，因你下落不明，依照《中华人民共和国民事诉讼法》的规定，向你公告送达起诉状副本、应诉通知书、举证通知书及开庭传票。自公告之日起经过三十日即视为送达。提出答辩状和举证的期限分别为公告期满后十五日内，并定于举证期满后的第三日上午九时在本院第一法庭公开开庭审理，逾期将依法缺席裁判。本院受理原告与被告纠纷一案，因你下落不明，依照《中华人民共和国民事诉 — [120, 754, 181, 794]
notice-paragraph: 本院受理原告与被告纠纷一案，因你下落不明，依照《中华人民共和国民事诉讼法》的规定，向你公告送达起诉状副本、应诉通知书、举证通知书及开庭传票。自公告之日起经过三十日即视为送达。提出答辩状和举证的期限分 — [292, 1251, 353, 1271]
court-signature: 四川省遂宁市中级人民法院 — [228, 143, 268, 147]
column-3-title: 5/8 中缝 — [212, 48, 265, 62]
court-signature: 四川省遂宁市中级人民法院 — [141, 716, 181, 720]
court-signature: 四川省遂宁市中级人民法院 — [53, 1094, 93, 1098]
notice-paragraph: 本院受理原告与被告纠纷一案，因你下落不明，依照《中华人民共和国民事诉讼法》的规定，向你公告送达起诉状副本、应诉通知书、举证通知书及开庭传票。自公告之日起经过三十日即视为送达。提出答辩状和举证的期限分别为公告期满后十五日内，并定于举证期满后的第三日上午九时在本院第一法庭公开开庭审理，逾期将依法缺席裁判。本院受理原告与被告纠纷一案，因你下落不明，依照《中华 — [32, 1312, 93, 1348]
notice-paragraph: 本院受理原告与被告纠纷一案，因你下落不明，依照《中华人民共和国民事诉讼法》的规定，向你公告送达起诉状副本、应诉通知书、举证通知书及开庭传票。自公告之日起经过三十日即视为送达。提出答辩状和举证的期限分别为公告期满后十五日内，并定于举证期满后的第三日上午 — [292, 583, 353, 611]
strip-body — [29, 95, 96, 1822]
court-signature: 四川省遂宁市中级人民法院 — [228, 1499, 268, 1503]
notice-paragraph: 本院受理原告与被告纠纷一案，因你下落不明，依照《中华人民共和国民事诉讼法》的规定，向你公告送达起诉状副本、应诉通知书、举证通知书及开庭传票。自公告之日起经过三十日即视为送达。提出答辩状和举证的期限分别为公告期满后十五日内，并定于举证期满后的第三日上午九时在本院第一法庭公开开庭审理，逾期将依法缺席裁判。 — [120, 641, 181, 673]
notice-paragraph: 本院受理原告与被告纠纷一案，因你下落不明，依照《中华人民共和国民事诉讼法》的规定，向你公告送达起诉状副本、应诉通知书、举证通知书及开庭传票。自公告之日起经过三十日即视为送达。提出答辩状和举证的期限分别为公告期满后十五日内，并定于举证期满后的第三日上午九时在本院第一法庭公开开庭审理，逾期将依法缺席裁判。 — [292, 1101, 353, 1133]
notice-paragraph: 本院受理原告与被告纠纷一案，因你下落不明，依照《中华人民共和国民事诉讼法》的规定，向你公告送达起诉状副本、应诉通知书、举证通知书及开庭传票。自公告之日起经过三十日即视为送达。提出答辩状和举证的期限分别为公告期满后十五日内，并定于举证期满后的第三日上午九时在本院第一法庭公开开庭审理，逾期将依法缺席裁判。本院受理原告 — [292, 1068, 353, 1100]
notice-paragraph: 本院受理原告与被告纠纷一案，因你下落不明，依照《中华人民共和国民事诉讼法》的规定，向你公告送达起诉状副本、应诉通知书、举证通知书及开庭传票。自公告之日起经过三十日即视为送达。提出答辩状和举证的期限分别为公告期满后十五日内，并定于举证期满后的第三日 — [292, 1603, 353, 1631]
notice-paragraph: 本院受理原告与被告纠纷一案，因你下落不明，依照《中华人民共和国民事诉讼法》的规定，向你公告送达起诉状副本、应诉通知书、举证通知书及开庭传票。自公告之日起经过三十日即视为送达。提出答辩状和举证的期限分别为公告期满后十五日内，并定于举证期满后的第三日上午九时在本院第一法庭公开开庭审理，逾期将依法缺席裁判。本院受理原告与被告纠纷一案，因你下落不 — [207, 1420, 268, 1456]
court-signature: 四川省遂宁市中级人民法院 — [228, 1779, 268, 1783]
notice-paragraph: 本院受理原告与被告纠纷一案，因你下落不明，依照《中华人民共和国民事诉讼法》的规定，向你公告送达起诉状副本、应诉通知书、举证通知 — [32, 659, 93, 675]
court-signature: 四川省遂宁市中级人民法院 — [313, 850, 353, 854]
notice-paragraph: 本院受理原告与被告纠纷一案，因你下落不明，依照《中华人民共和国民事诉讼法》的规定，向你公告送达起诉状副本、应诉通知书、举证通知书及开庭传票。自公告之日起经过三十日即视为送达。提出答辩状和举证的期限分别为公告期满后十五日内，并定于举证期满后的第三日上午九时在本院第一法庭公开开庭审理，逾期将依法缺席裁判。 — [32, 1513, 93, 1545]
court-signature: 四川省遂宁市中级人民法院 — [313, 306, 353, 310]
notice-paragraph: 本院受理原告与被告纠纷一案，因你下落不明，依照《中华人民共和国民事诉讼法》的规定，向你公告送达起诉状副本、应诉通知书、举证通知书及开庭传票。自公告之日起经过三十日即视为送达。提出答辩状和举证的期限 — [32, 1701, 93, 1721]
court-signature: 四川省遂宁市中级人民法院 — [228, 491, 268, 495]
notice-paragraph: 本院受理原告与被告纠纷一案，因你下落不明，依照《中华人民共和国民事诉讼法》的规定，向你公告送达起诉状副本、应诉通知书、举证通知书及开庭传票。自公告之日起经过三十日即视为送达。提出答辩状和举证的期限分别为公告期满后十五日内，并定于举证期满后的第三日上午九时在本院第一法庭公开开庭审理，逾期将依法缺席裁判。本院受理原告与被告纠纷一案，因你下落不明，依照《 — [207, 952, 268, 988]
notice-paragraph: 本院受理原告与被告纠纷一案，因你下落不明，依照《中华人民共和国民事诉讼法》的规定，向你公告送达起诉状副本、应诉通知书、举证通知书及开庭传票。自公告之日起经过三十日即视为送达。提出答辩状和举证的期限分别为公告期满后十五日内，并定于举证期满后的第三日上午九时在本院第一法庭公开开庭审理，逾期将依法缺席裁判。本院受理原告与被告纠纷一案，因你下落不明，依照《中华人 — [292, 855, 353, 891]
notice-paragraph: 本院受理原告与被告纠纷一案，因你下落不明，依照《中华人民共和国民事诉讼法》的规定，向你公告送达起诉状副本、应诉通知书、举证 — [120, 1017, 181, 1033]
column-2-title: 2/3 中缝 — [128, 48, 181, 62]
notice-paragraph: 本院受理原告与被告纠纷一案，因你下落不明，依照《中华人民共和国民事诉讼法》的规定，向你公告送达起诉状副本、应诉通知书、举证通知书及开 — [120, 561, 181, 577]
notice-paragraph: 本院受理原告与被告纠纷一案，因你下落不明，依照《中华人民共和国民事诉讼法》的规定，向你公告送达起诉状副本、应诉通知书、举证通知书及开庭传票。自公告之日起经过三十日即视 — [292, 1013, 353, 1033]
notice-paragraph: 本院受理原告与被告纠纷一案，因你下落不明，依照《中华人民共和国民事诉讼法》的规定，向你公告送达起诉状副本、应诉通知书、举证通知书及开庭传票 — [207, 416, 268, 432]
end-signature: 特此公告 — [167, 1771, 181, 1775]
notice-paragraph: 本院受理原告与被告纠纷一案，因你下落不明，依照《中华人民共和国民事诉讼法》的规定，向你公告送达起诉状副本、应诉通知书、举证通知书及开庭传票。自公告之日起经过三十日即视为送达。提出答辩状和举证的期 — [32, 119, 93, 139]
notice-paragraph: 本院受理原告与被告纠纷一案，因你下落不明，依照《中华人民共和国民事诉讼法》的规定，向你公告送达起诉状副本、应诉通知书、举证通知书及开庭传票。自公告之日起经过三十日即视为送达。提出答辩状和举证的期限分别为公告期满后十五日内，并定于举证期满后的第三日上午九时在本 — [32, 592, 93, 620]
court-signature: 四川省遂宁市中级人民法院 — [313, 682, 353, 686]
notice-paragraph: 本院受理原告与被告纠纷一案，因你下落不明，依照《中华人民共和国民事诉讼法》的规定，向你公告送达起诉状副本、应诉通知书、举证通知书及开庭传票。自公告之日起经过三十日即视为送达。提出答辩状和举证的期限分别为公告期满后十五日内，并定于举证期满后的第三日上午九时在本院第一法庭公开开庭审理，逾期将 — [292, 1390, 353, 1422]
notice-paragraph: 本院受理原告与被告纠纷一案，因你下落不明，依照《中华人民共和国民事诉讼法》的规定，向你公告送达起诉状副本、应诉通知书、举证通知书及开庭传票。自公告之日起经过三十日即视为送达。提出答辩状和举证的期限分别为公告期满后十五日内，并定于举证期满后的第三日上午九时在本院第一法庭公开开庭审理，逾期将依法缺席裁判。本院受理原告与被告纠纷 — [207, 1282, 268, 1318]
notice-paragraph: 本院受理原告与被告纠纷一案，因你下落不明，依照《中华人民共和国民事诉讼法》的规定，向你公告送达起诉状副本、应诉通知书、举证通知书及开庭传票。自公告之日起经过三十日即视为送达。提出答辩状和举证的期限分别为公告期满后十五日内， — [32, 1371, 93, 1395]
notice-paragraph: 本院受理原告与被告纠纷一案，因你下落不明，依照《中华人民共和国民事诉讼法》的规定，向你公告送达起诉状副本、应诉通知书、举证通知书及开庭传票。自公告之日起经过三十日即视为送达。提出答辩状和举证的期限分别为公告期满后十五日内，并定于举证期满后的第三日上午九时在本院第一法庭公开开庭审理，逾期 — [120, 1169, 181, 1201]
notice-paragraph: 本院受理原告与被告纠纷一案，因你下落不明，依照《中华人民共和国民事诉讼法》的规定，向你公告送达起诉状副本、应诉通知书、举证通知书及开庭传票。自公告之日起经过三十日即视为送达。提出答辩状和举证的期限分别为公告期满后十五日内，并定于举证期满后的第三日上 — [120, 357, 181, 385]
court-signature: 四川省遂宁市中级人民法院 — [141, 464, 181, 468]
notice-paragraph: 本院受理原告与被告纠纷一案，因你下落不明，依照《中华人民共和国民事诉讼法》的规定，向你公告送达起诉状副本、应诉通知书、举证通知书及开庭传票。自公告之日起经过三十日即视为送达。提出答辩状和举证的期限分别为公告期满后 — [120, 1139, 181, 1163]
notice-paragraph: 本院受理原告与被告纠纷一案，因你下落不明，依照《中华人民共和国民事诉讼法》的规定，向你公告送达起诉状副本、应诉通知书、举证通知书及开庭传票。自公告之日起经过三十日即视为送达。提出答辩状和举证的期限分别为公告期满后十五日内，并定于举证期满后的第三日上午九时在本院第一法庭公开开庭审理，逾期将依法缺席裁判。本院受理原告与被告纠纷一案，因你下落不明，依照《中华人民共和国民事诉讼法 — [32, 404, 93, 444]
notice-paragraph: 本院受理原告与被告纠纷一案，因你下落不明，依照《中华人民共和国民事诉讼法》的规定，向你公告送达起诉状副本、应诉通知书、举证通知书及开庭传票。自公告之日起经过三十日即视为送达。提出答辩状和举证的期限分别为公告期满后十五日内，并定于举证期满后的第三日上午九时在本院 — [292, 131, 353, 159]
notice-paragraph: 本院受理原告与被告纠纷一案，因你下落不明，依照《中华人民共和国民事诉讼法》的规定，向你公告送达起诉状副本、应诉通知书、举证通知书及开庭传票。自公告之日起经过三十日即视为送达。提出答辩状和举证的期限分别为公告期满后十五日内，并定于举证期满后的第三日上午九时在本院第一法庭公开开庭审理，逾期将依法缺席裁判。本院受理原告与被告纠纷一案，因你下落不明，依照《中华人民共 — [207, 496, 268, 536]
notice-paragraph: 本院受理原告与被告纠纷一案，因你下落不明，依照《中华人民共和国民事诉讼法》的规定，向你公告送达起诉状副本、应诉通知书、举证通知书及开庭传票。自公告之日起经过三十日即视为送达。提出答辩状和举证的期限分别为公告期满后十五日内，并定于举证期满后的第三日上午九时在本院第一法庭公开开庭审理 — [32, 1279, 93, 1311]
notice-paragraph: 本院受理原告与被告纠纷一案，因你下落不明，依照《中华人民共和国民事诉讼法》的规定，向你公告送达起诉状副本、应诉通知书、举证通知书及开庭传票。自公告之日起经过三十日即 — [120, 795, 181, 815]
notice-paragraph: 本院受理原告与被告纠纷一案，因你下落不明，依照《中华人民共和国民事诉讼法》的规定，向你公告送达起诉状副本、应诉通知书、举证通知书及开庭传票。自公告之日起经过三十日即视为送达。提出答辩状和举证的期限分别为公告期满后十五日内，并定于举证期满后的第三日上午九时在本院第一法庭公开开庭审理，逾期将依法缺席裁判。本院受理原告与被告纠纷一案，因你下落不明，依照《中华人民共和 — [292, 1423, 353, 1463]
court-signature: 四川省遂宁市中级人民法院 — [141, 556, 181, 560]
notice-paragraph: 本院受理原告与被告纠纷一案，因你下落不明，依照《中华人民共和国民事诉讼法》的规定，向你公告送达起诉状副本、应诉通知书、举证通知书及开庭传票。自公告之日起经过三十日即视为送达。提出答辩状和举证的期限分别为公告期满后十五日内，并定于举证期满后的第三日上午九时在本院第一法庭公开开庭审理，逾期将依法缺席 — [32, 1396, 93, 1428]
notice-paragraph: 本院受理原告与被告纠纷一案，因你下落不明，依照《中华人民共和国民事诉讼法》的规定，向你公告送达起诉状副本、应诉通知书、举证通知书及开庭传票。自公告之日起经过三十日即视为送达。提出答辩状和举证的期限分别为公告期满后十五日内，并定于举证期满后的第三日上午九时在本院第一法庭公开开庭审理，逾期将依法缺席裁判。本院受理原告与被告纠纷一案 — [120, 975, 181, 1011]
notice-paragraph: 本院受理原告与被告纠纷一案，因你下落不明，依照《中华人民共和国民事诉讼法》的规定，向你公告送达起诉状副本、应诉通知书、举证通知书及开庭传票。自公告之日起经过三十日即视为送达。提出答辩状和举证 — [120, 469, 181, 489]
notice-paragraph: 本院受理原告与被告纠纷一案，因你下落不明，依照《中华人民共和国民事诉讼法》的规定，向你公告送达起诉状副本、应诉通知书、举证通知书及开庭传票 — [32, 1793, 93, 1809]
court-signature: 四川省遂宁市中级人民法院 — [313, 1845, 353, 1849]
column-1-title: 1/4 中缝 — [38, 48, 91, 62]
notice-paragraph: 本院受理原告与被告纠纷一案，因你下落不明，依照《中华人民共和国民事诉讼法》的规定，向你公告送达起诉状副本、应诉通知书、举证通知书及开庭传票。自公告之日起经过三十日即视为送达。提出答辩状和举证的期限分别为公告期满后十五日内，并定于举证期满后的第三日上午九时在本院第一法庭公开开庭审理 — [120, 603, 181, 635]
notice-paragraph: 本院受理原告与被告纠纷一案，因你下落不明，依照《中华人民共和国民事诉讼法》的规定，向你公告送达起诉状副本、应诉通知书、举证通知书及开庭传票。自公告之日起经过三十日即视为送达。提 — [207, 1232, 268, 1252]
notice-paragraph: 本院受理原告与被告纠纷一案，因你下落不明，依照《中华人民共和国民事诉讼法》的规定，向你公告送达起诉状副本、应诉通知书、举证通知书及开庭传票 — [120, 1122, 181, 1138]
notice-paragraph: 本院受理原告与被告纠纷一案，因你下落不明，依照《中华人民共和国民事诉讼法》的规定，向你公告送达起诉状副本、应诉通知书、举证通知书及开庭传票。自公告之日起经过三十日即视为送达。提出答辩状和举证的期限分别为公告期满后十五日内，并定于举证期满后的 — [292, 1039, 353, 1067]
notice-paragraph: 本院受理原告与被告纠纷一案，因你下落不明，依照《中华人民共和国民事诉讼法》的规定，向你公告送达起诉状副本、应诉通知书、举证通知书及开庭传票。自公告之日起经过三十日即视为送达。提出答辩状和举证的期限分别为公告期满后十五日内，并定于举证期满后的第三日上午九时在本院第一法庭公开开庭审理，逾期将依法缺席裁判。本院受理原告与被告纠纷一案，因你下落不明，依照《中华人民共和国民事诉讼法》 — [120, 1323, 181, 1363]
strip-body — [204, 95, 271, 1791]
notice-paragraph: 本院受理原告与被告纠纷一案，因你下落不明，依照《中华人民共和国民事诉讼法》的规定，向你公告送达起诉状副本、应诉通知书、举证通知书及开庭传票。自公告之日起经过三十日即视为送达。提出答辩状和举证的期限分别为公告期满后十五日内，并定于举证期满后的第三日上午九时在本院第一法庭公开开庭审理，逾期将依法缺席裁判。 — [32, 533, 93, 565]
notice-paragraph: 本院受理原告与被告纠纷一案，因你下落不明，依照《中华人民共和国民事诉讼法》的规定，向你公告送达起诉状副本、应诉通知书、举证通知书及开庭传票。自公告之日起经过三十日即 — [32, 1467, 93, 1487]
court-signature: 四川省遂宁市中级人民法院 — [313, 1034, 353, 1038]
notice-paragraph: 本院受理原告与被告纠纷一案，因你下落不明，依照《中华人民共和国民事诉讼法》的规定，向你公告送达起诉状副本、应诉通知书、举证通知书及开庭传票。自公告之日起经过三十日即视为送达。提出答辩状和举证的期限分别为公告期满后十五日内，并定于举证期满后的第三日上午九时在本院第一法庭公开开庭审理，逾期将依法缺席裁判。本院受理原告与被告纠纷一案，因你下落不明，依照《中华人民共和国民事诉讼法》的规定，向你公告送达起 — [207, 1324, 268, 1364]
notice-paragraph: 本院受理原告与被告纠纷一案，因你下落不明，依照《中华人民共和国民事诉讼法》的规定，向你公告送达起诉状副本、应诉通知书、举证通知书及开庭传票。自公告之日起经过三十日即视为送达。提 — [292, 557, 353, 577]
notice-paragraph: 本院受理原告与被告纠纷一案，因你下落不明，依照《中华人民共和国民事诉讼法》的规定，向你公告送达起诉状副本、应诉通知书、举证通知书及开庭传票。自公告之日起经过三十日即视为送达。提出答辩状和举证的期限分别为公告期满 — [32, 224, 93, 248]
notice-paragraph: 本院受理原告与被告纠纷一案，因你下落不明，依照《中华人民共和国民事诉讼法》的规定，向你公告送达起诉状副本、应诉通知书、举证通知书及开庭传票。自公告之日起经过三十日即视为送达。提出答辩状和 — [207, 784, 268, 804]
notice-paragraph: 本院受理原告与被告纠纷一案，因你下落不明，依照《中华人民共和国民事诉讼法》的规定，向你公告送达起诉状副本、应诉通知书、举证通知书及开庭传票。自公告之日起经过三十日即视为送达。提出答辩状和举证的期限分别为公告期满后十五日内，并定于举证期满后的第三日上午九时在本院第一法庭公开开庭审 — [292, 1850, 353, 1878]
notice-paragraph: 本院受理原告与被告纠纷一案，因你下落不明，依照《中华人民共和国民事诉讼法》的规定，向你公告送达起诉状副本、应诉通知书、举证通知书及开庭传票。自公告之日起经过三十日即视为送达。提出答辩状和举证的期限分别为公告期满后十五日内，并定于举证期满后的第三日上午九时在本院第一法庭公开开庭 — [207, 918, 268, 946]
notice-paragraph: 本院受理原告与被告纠纷一案，因你下落不明，依照《中华人民共和国民事诉讼法》的规定，向你公告送达起诉状副本、应诉通知书、举证通知书及开庭传票。自公告之日起经过三十日即视为送达。提出答辩状和举证的期限分别为公告期满后十五日内，并定于举证期满后的第三日上午九时在本院第一法庭公开开庭审理，逾期将依法缺席裁判。本院受 — [292, 483, 353, 515]
court-signature: 四川省遂宁市中级人民法院 — [141, 636, 181, 640]
notice-paragraph: 本院受理原告与被告纠纷一案，因你下落不明，依照《中华人民共和国民事诉讼法》的规定，向你公告送达起诉状副本、应诉通知书、举证通知书及开庭传票。自公告之日起经过三十日即视为送达。提出答辩状和举证的期限分别为公告期满后十五日内，并定于举证期满后的第三日上午九时 — [207, 240, 268, 268]
notice-paragraph: 本院受理原告与被告纠纷一案，因你下落不明，依照《中华人民共和国民事诉讼法》的规定，向你公告送达起诉状副本、应诉通知书、举证通知书及开庭传票。自公告之日起经过三十日即视为送达。提出答辩状和举证的期限分别为公告期满后十五日内，并定于 — [207, 554, 268, 578]
court-signature: 四川省遂宁市中级人民法院 — [141, 1164, 181, 1168]
notice-paragraph: 本院受理原告与被告纠纷一案，因你下落不明，依照《中华人民共和国民事诉讼法》的规定，向你公告送达起诉状副本、应诉通知书、举证通知书及开庭传票。自公告之日起经过三十日即视为送达。提出答辩状和举证的期限分别为公告期满后十五日内，并定于举证期满后的第三日上午九时在 — [292, 1167, 353, 1195]
notice-paragraph: 本院受理原告与被告纠纷一案，因你下落不明，依照《中华人民共和国民事诉讼法》的规定，向你公告送达起诉状副本、应诉通知书、举证通知书及开庭传票。自公告之日起经过三十日即视为送达。提出答辩状和举证的期限分别为公告期满后十五日内，并定于举证期满后的第三日上午九时在本院 — [120, 1511, 181, 1539]
court-signature: 四川省遂宁市中级人民法院 — [53, 202, 93, 206]
notice-paragraph: 本院受理原告与被告纠纷一案，因你下落不明，依照《中华人民共和国民事诉讼法》的规定，向你公告送达起诉状副本、应诉通知书、举证通知书及开庭传票。自公告之日起经过三十日即视为送达。提出答辩状和举证的期限分别为公告期满后十五日内，并定于举证期满后的第三日上午九时在本院第一法庭公开开庭审理，逾期将依法缺席裁判。 — [32, 1429, 93, 1461]
court-signature: 四川省遂宁市中级人民法院 — [228, 1415, 268, 1419]
notice-paragraph: 本院受理原告与被告纠纷一案，因你下落不明，依照《中华人民共和国民事诉讼法》的规定，向你公告送达起诉状副本、应诉通知书、举证通知书及开庭传票。自公告之日起经过三 — [120, 210, 181, 226]
notice-paragraph: 本院受理原告与被告纠纷一案，因你下落不明，依照《中华人民共和国民事诉讼法》的规定，向你公告送达起诉状副本、应诉通知书、举证通知书及开庭传票。自公告之日起经过三十日即视为送达。提出答辩状和举证的期限分别为公告期满后十五日内，并定于举证期满后的第三日上午九时在本院第一法庭公开开庭审理，逾期将依 — [120, 139, 181, 171]
court-signature: 四川省遂宁市中级人民法院 — [53, 814, 93, 818]
notice-strip-3 — [203, 80, 272, 1788]
court-signature: 四川省遂宁市中级人民法院 — [228, 1227, 268, 1231]
notice-paragraph: 本院受理原告与被告纠纷一案，因你下落不明，依照《中华人民共和国民事诉讼法》的规定，向你公告送达起诉状副本、应诉通知书、举证通知书及开庭传票。自公告之日起经过三十日即视为送达。提出答辩状和举证的期限分别为公告期满后十五日内，并定于举证期满后的第三日上午九时在本院第一法庭公开开庭审理，逾期将依法缺席裁判。 — [120, 257, 181, 289]
notice-paragraph: 本院受理原告与被告纠纷一案，因你下落不明，依照《中华人民共和国民事诉讼法》的规定，向你公告送达起诉状副本、应诉通知书、举证通知书及开庭传票。自公告之日起经过三十日即视为送达。提出答辩状和举证的期限分别为公告期满后十五日内，并定于举证期满后的第三日上午九时在本院第一法庭公 — [207, 345, 268, 373]
court-signature: 四川省遂宁市中级人民法院 — [313, 1761, 353, 1765]
court-signature: 四川省遂宁市中级人民法院 — [228, 871, 268, 875]
court-signature: 四川省遂宁市中级人民法院 — [53, 1642, 93, 1646]
notice-paragraph: 本院受理原告与被告纠纷一案，因你下落不明，依照《中华人民共和国民事诉讼法》的规定，向你公告送达起诉状副本、应诉通知书、举证通知书及开庭 — [292, 775, 353, 791]
court-signature: 四川省遂宁市中级人民法院 — [313, 1301, 353, 1305]
notice-paragraph: 本院受理原告与被告纠纷一案，因你下落不明，依照《中华人民共和国民事诉讼法》的规定，向你公告送达起诉状副本、应诉通知书、举证通知书及开庭传票。自公告之日起经过三十日即视为送达。提出答辩状和举证的期限分别为公告期满后十五日内，并定于举证期满后的第三日上午九时在本院第一法庭公开开庭审理，逾期将依法缺席裁判。本院受理原告与被告纠纷一案，因你下落不明， — [32, 1756, 93, 1792]
notice-paragraph: 本院受理原告与被告纠纷一案，因你下落不明，依照《中华人民共和国民事诉讼法》的规定，向你公告送达起诉状副本、应诉通知书、举证通知书及开庭传票。自公告之日起经过三十日即视为送达。提出答辩状和举证的期限分别为公告期满后十五日内，并定于举证期满后的第三日上午九时在本院第一法庭公开开庭审理，逾期将依法缺席裁判。 — [207, 1069, 268, 1101]
court-signature: 四川省遂宁市中级人民法院 — [141, 1364, 181, 1368]
court-signature: 四川省遂宁市中级人民法院 — [53, 1190, 93, 1194]
strip-body — [289, 95, 356, 1923]
notice-paragraph: 本院受理原告与被告纠纷一案，因你下落不明，依照《中华人民共和国民事诉讼法》的规定，向你公告送达起诉状副本、应诉通知书、举证通知书及开庭传票。自公告之日起 — [32, 324, 93, 340]
court-signature: 四川省遂宁市中级人民法院 — [141, 1708, 181, 1712]
notice-paragraph: 本院受理原告与被告纠纷一案，因你下落不明，依照《中华人民共和国民事诉讼法》的规定，向你公告送达起诉状副本、应诉通知书、举证通知书及开庭传票。自公告之日起经过三十 — [292, 432, 353, 452]
notice-paragraph: 本院受理原告与被告纠纷一案，因你下落不明，依照《中华人民共和国民事诉讼法》的规定，向你公告送达起诉状副本、应诉通知书、举证通知书及开庭传票。自公告之日起经过三十日即视为送达。提出答辩状和举证的期限分别为公告期满后十五日内，并定 — [32, 341, 93, 365]
notice-paragraph: 本院受理原告与被告纠纷一案，因你下落不明，依照《中华人民共和国民事诉讼法》的规定，向你公告送达起诉状副本、应诉通知书、举证通知书及开庭传票。自公告之日起经过三十日即视为送达。提出答辩状和举证的期限分别为公告期满后十五日内，并定于举证期满后的第三日上午九时在本院第一法庭公开开庭审理，逾期将依法缺席裁判。本院受理原告与被告纠纷一案，因你下落不明，依照《中华人民 — [32, 287, 93, 323]
notice-paragraph: 本院受理原告与被告纠纷一案，因你下落不明，依照《中华人民共和国民事诉讼法》的规定，向你公告送达起诉状副本、应诉通知书、举证通知书及开庭传票。自公告之日起经过三十日即视为送达。提出答辩状和举证的期限分别为公告期满后十五日内，并定于举证期满后的第三日上午九时在本院第一法庭公 — [32, 1727, 93, 1755]
notice-paragraph: 本院受理原告与被告纠纷一案，因你下落不明，依照《中华人民共和国民事诉讼法》的规定，向你公告送达起诉状副本、应诉通知书、举证通知书及开庭传票。自公告之日起经过三十日即视为送达。提出答辩状和举证的期限分别为 — [292, 219, 353, 243]
notice-paragraph: 本院受理原告与被告纠纷一案，因你下落不明，依照《中华人民共和国民事诉讼法》的规定，向你公告送达起诉状副本、应诉通知书、举证通知书及开庭传票。自公告之日起经过三十日即视为送 — [120, 1369, 181, 1389]
notice-paragraph: 本院受理原告与被告纠纷一案，因你下落不明，依照《中华人民共和国民事诉讼法》的规定，向你公告送达起诉状副本、应诉通知书、举证通知书及开庭传票。自公告之日起经过三十日即视为送达。提出答辩状和举证的期限分别为公告期满后十五日内，并定于举证期满后的第三日上午九时在本院第一法庭公开开庭审理，逾期将依法缺席裁判。 — [120, 1457, 181, 1489]
notice-paragraph: 本院受理原告与被告纠纷一案，因你下落不明，依照《中华人民共和国民事诉讼法》的规定，向你公告送达起诉状副本、应诉通知书、举证通知书 — [120, 1578, 181, 1594]
notice-paragraph: 本院受理原告与被告纠纷一案，因你下落不明，依照《中华人民共和国民事诉讼法》的规定，向你公告送达起诉状副本、应诉通知书、举证通知书及开庭传票。自公告之日起经过三十日即视为送达。提出答辩状和举证的期限分别为公告期满后十五日内，并定于举证期满后的第三日上午九时在本院第一法庭公开开庭审理，逾期将依法缺席裁判。本院受理原告与被告纠纷一案，因你下落不明，依照《中华人民共和国民事诉讼法》的规定，向 — [32, 1551, 93, 1591]
court-signature: 四川省遂宁市中级人民法院 — [313, 770, 353, 774]
strip-header: 公告专栏 — [289, 81, 356, 95]
court-signature: 四川省遂宁市中级人民法院 — [53, 1006, 93, 1010]
notice-paragraph: 本院受理原告与被告纠纷一案，因你下落不明，依照《中华人民共和国民事诉讼法》的规定，向你公告送达起诉状副本、应诉通知书、举证通知书及开庭传票。自公告之日起经过三十日即视为送达。提出答辩状和举证的期限分别为公告期满后十五日内，并定于举证期满后的第三日上午九时在本院第一法庭公开开庭审理，逾期将依法缺席裁判。本院 — [32, 940, 93, 972]
court-signature: 四川省遂宁市中级人民法院 — [53, 566, 93, 570]
court-signature: 四川省遂宁市中级人民法院 — [53, 1366, 93, 1370]
notice-paragraph: 本院受理原告与被告纠纷一案，因你下落不明，依照《中华人民共和国民事诉讼法》的规定，向你公告送达起诉状副本、应诉通知书、举证通知书及开庭传票。自公告之日起经过三十日即视为送达。提出答辩状和举证的期限分别为公告期满后十五日内，并定于举证期满后的第三日上午九时在本院第一法庭公开开庭审理，逾期将依法缺席裁判。本院受理原告与被告纠纷一案，因你下落 — [120, 519, 181, 555]
notice-paragraph: 本院受理原告与被告纠纷一案，因你下落不明，依照《中华人民共和国民事诉讼法》的规定，向你公告送达起诉状副本、应诉通知书、举证通知书及开庭传票。自公告之日起经过三十日即视为送达。提出答辩状和举证的期限分别为公告期满后十五日内，并定于举证期满后的第三日上午九时在本院第一法庭公开开庭审理，逾期将依法缺席裁判。 — [207, 269, 268, 301]
section-heading: 注销公告 — [315, 1140, 330, 1144]
court-signature: 四川省遂宁市中级人民法院 — [141, 1452, 181, 1456]
notice-paragraph: 本院受理原告与被告纠纷一案，因你下落不明，依照《中华人民共和国民事诉讼法》的规定，向你公告送达起诉状副本、应诉通知书、举证通知书及开庭传票。自公告之日起经过三十日即视为送达。提出答辩状和举证的期限分别为公告期满后十五日内，并定于举证期满后的第三日上午九时在本院第一法庭公开开庭审理，逾期将依法缺席裁判。 — [32, 169, 93, 201]
court-signature: 四川省遂宁市中级人民法院 — [228, 411, 268, 415]
notice-paragraph: 本院受理原告与被告纠纷一案，因你下落不明，依照《中华人民共和国民事诉讼法》的规定，向你公告送达起诉状副本、应诉通知书、举证通 — [292, 1234, 353, 1250]
notice-paragraph: 本院受理原告与被告纠纷一案，因你下落不明，依照《中华人民共和国民事诉讼法》的规定，向你公告送达起诉状副本、应诉通知书、举证通知书及开庭传票。自公告之 — [32, 1349, 93, 1365]
notice-paragraph: 本院受理原告与被告纠纷一案，因你下落不明，依照《中华人民共和国民事诉讼法》的规定，向你公告送达起诉状副本、应诉通知书、举证通知书及开庭传票。自公告之日起经过三十日即视为送达。提出答辩状和举证的期限分别为公告期满后十五日内，并定于举证期满后的第三日上午九时在本院第一法庭公开开庭审理，逾期将依法缺席裁判。本院受理原告与被告纠纷一案，因你下落不明，依照 — [32, 735, 93, 771]
notice-paragraph: 本院受理原告与被告纠纷一案，因你下落不明，依照《中华人民共和国民事诉讼法》的规定，向你公告送达起诉状副本、应诉通知书、举证通知书及开庭传票。自公告之日起经过三十日即视为送达。提出答辩状和举证的期限分别为公告期满后十五日内，并定于举证期满后的第三日上午九时在本院第一法庭公开开庭审理，逾期 — [207, 458, 268, 490]
notice-paragraph: 本院受理原告与被告纠纷一案，因你下落不明，依照《中华人民共和国民事诉讼法》的规定，向你公告送达起诉状副本、应诉通知书、举证通知书及开庭传票。自公告之日起经过三十日即视为送达。提出答辩状和举证的期限分别为公告期 — [292, 792, 353, 816]
notice-paragraph: 本院受理原告与被告纠纷一案，因你下落不明，依照《中华人民共和国民事诉讼法》的规定，向你公告送达起诉状副本、应诉通知书、举证通知书及开庭传票。自公告之日起经过三十日即视为送达。提出答辩状和举证的期限分别为公告期满后十五日 — [207, 1006, 268, 1030]
court-signature: 四川省遂宁市中级人民法院 — [228, 1587, 268, 1591]
